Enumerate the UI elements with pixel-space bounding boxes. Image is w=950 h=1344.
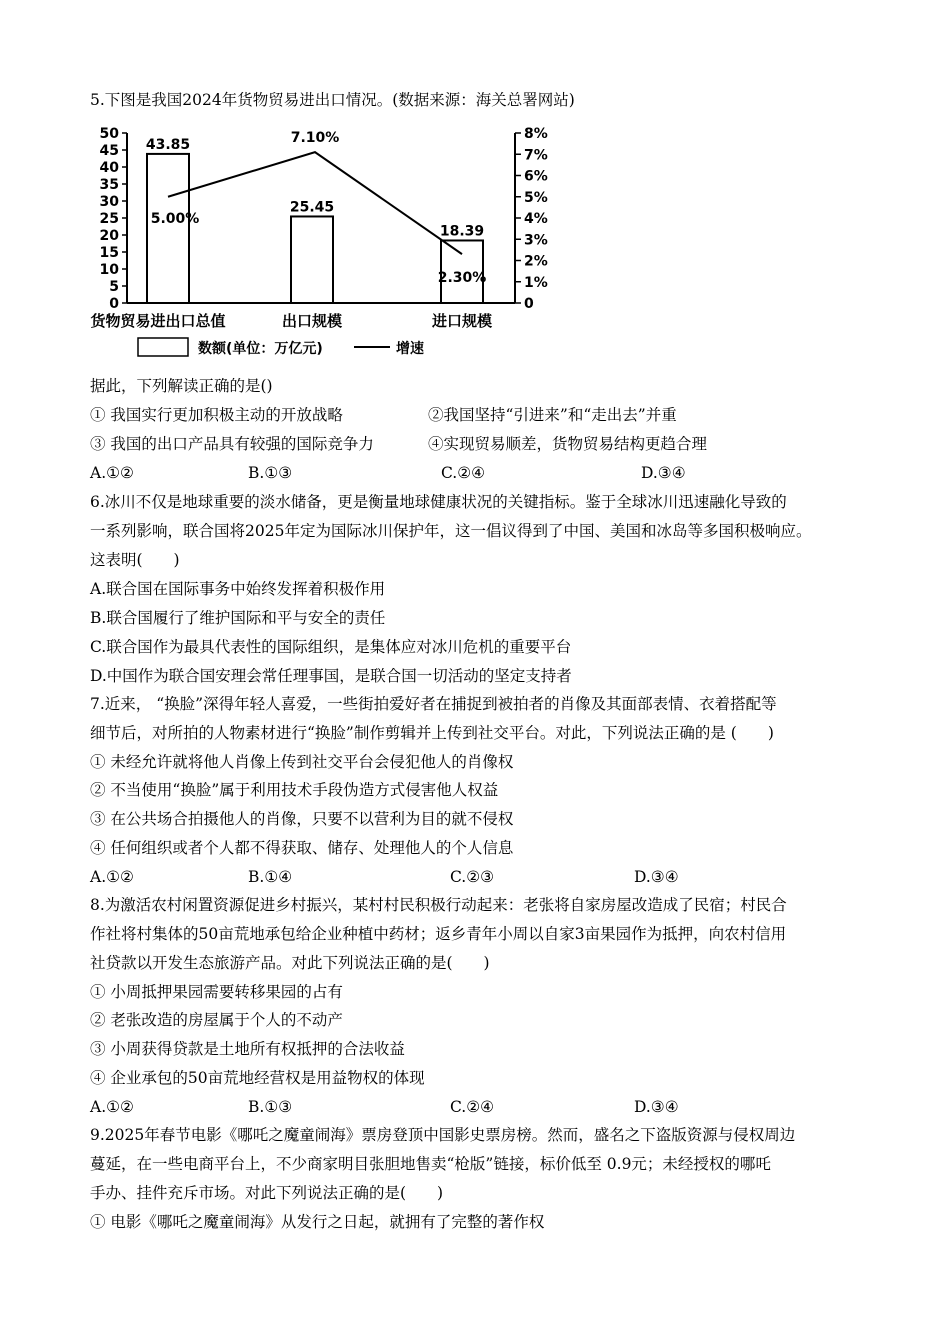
q5-item-1: ① 我国实行更加积极主动的开放战略 xyxy=(90,406,343,424)
y-right-tick-label: 6% xyxy=(524,168,548,185)
y-left-tick-label: 20 xyxy=(99,228,119,244)
q5-item-2: ②我国坚持“引进来”和“走出去”并重 xyxy=(428,406,677,424)
y-right-tick-label: 0 xyxy=(524,296,534,312)
y-right-tick-label: 2% xyxy=(524,253,548,270)
q8-choice-c: C.②④ xyxy=(450,1098,495,1116)
q9-line-1: 9.2025年春节电影《哪吒之魔童闹海》票房登顶中国影史票房榜。然而，盛名之下盗版资源与侵权周边 xyxy=(90,1126,796,1144)
bar xyxy=(147,154,189,303)
q8-line-1: 8.为激活农村闲置资源促进乡村振兴，某村村民积极行动起来：老张将自家房屋改造成了民宿；村民合 xyxy=(90,896,787,914)
legend-line-label: 增速 xyxy=(396,341,424,357)
legend-bar-label: 数额(单位：万亿元) xyxy=(198,341,323,357)
q8-line-2: 作社将村集体的50亩荒地承包给企业种植中药材；返乡青年小周以自家3亩果园作为抵押，向农村信用 xyxy=(90,925,787,943)
q5-choice-d: D.③④ xyxy=(641,464,686,482)
q8-item-3: ③ 小周获得贷款是土地所有权抵押的合法收益 xyxy=(90,1040,405,1058)
q7-item-2: ② 不当使用“换脸”属于利用技术手段伪造方式侵害他人权益 xyxy=(90,781,499,799)
q7-line-1: 7.近来， “换脸”深得年轻人喜爱，一些街拍爱好者在捕捉到被拍者的肖像及其面部表情、衣着搭配等 xyxy=(90,695,777,713)
q6-line-2: 一系列影响，联合国将2025年定为国际冰川保护年，这一倡议得到了中国、美国和冰岛等多国积极响应。 xyxy=(90,522,812,540)
bar-value-label: 25.45 xyxy=(289,199,335,216)
x-category-label: 货物贸易进出口总值 xyxy=(90,312,226,330)
bar xyxy=(291,216,333,303)
q6-option-b: B.联合国履行了维护国际和平与安全的责任 xyxy=(90,609,386,627)
growth-value-label: 5.00% xyxy=(150,210,200,227)
bar-value-label: 18.39 xyxy=(439,223,485,240)
y-left-tick-label: 10 xyxy=(99,262,119,278)
q8-choice-b: B.①③ xyxy=(248,1098,293,1116)
legend-bar-swatch xyxy=(138,338,188,356)
y-left-tick-label: 0 xyxy=(109,296,119,312)
q7-choice-b: B.①④ xyxy=(248,868,293,886)
q8-item-4: ④ 企业承包的50亩荒地经营权是用益物权的体现 xyxy=(90,1069,425,1087)
q6-option-d: D.中国作为联合国安理会常任理事国，是联合国一切活动的坚定支持者 xyxy=(90,667,572,685)
q5-item-3: ③ 我国的出口产品具有较强的国际竞争力 xyxy=(90,435,374,453)
q5-choice-c: C.②④ xyxy=(441,464,486,482)
y-right-tick-label: 4% xyxy=(524,211,548,227)
y-right-tick-label: 7% xyxy=(524,147,548,164)
q7-item-3: ③ 在公共场合拍摄他人的肖像，只要不以营利为目的就不侵权 xyxy=(90,810,514,828)
q8-line-3: 社贷款以开发生态旅游产品。对此下列说法正确的是( ) xyxy=(90,954,490,972)
x-category-label: 出口规模 xyxy=(281,312,343,330)
q8-choice-a: A.①② xyxy=(90,1098,134,1116)
q7-choice-a: A.①② xyxy=(90,868,134,886)
q5-prompt: 据此，下列解读正确的是() xyxy=(90,377,273,395)
y-right-tick-label: 1% xyxy=(524,274,548,291)
q6-option-a: A.联合国在国际事务中始终发挥着积极作用 xyxy=(90,580,386,598)
q5-item-4: ④实现贸易顺差，货物贸易结构更趋合理 xyxy=(428,435,708,453)
y-left-tick-label: 15 xyxy=(99,245,119,261)
q8-item-1: ① 小周抵押果园需要转移果园的占有 xyxy=(90,983,343,1001)
y-left-tick-label: 40 xyxy=(99,160,119,176)
y-left-tick-label: 50 xyxy=(99,126,119,142)
q6-line-3: 这表明( ) xyxy=(90,551,180,569)
q8-item-2: ② 老张改造的房屋属于个人的不动产 xyxy=(90,1011,343,1029)
y-left-tick-label: 30 xyxy=(99,194,119,210)
q5-choice-b: B.①③ xyxy=(248,464,293,482)
q6-line-1: 6.冰川不仅是地球重要的淡水储备，更是衡量地球健康状况的关键指标。鉴于全球冰川迅速融化导致的 xyxy=(90,493,787,511)
y-left-tick-label: 25 xyxy=(99,211,119,227)
q8-choice-d: D.③④ xyxy=(634,1098,679,1116)
q6-option-c: C.联合国作为最具代表性的国际组织，是集体应对冰川危机的重要平台 xyxy=(90,638,572,656)
y-right-tick-label: 8% xyxy=(524,126,548,142)
q5-choice-a: A.①② xyxy=(90,464,134,482)
q7-item-1: ① 未经允许就将他人肖像上传到社交平台会侵犯他人的肖像权 xyxy=(90,753,514,771)
y-left-tick-label: 35 xyxy=(99,177,119,193)
q9-line-2: 蔓延，在一些电商平台上，不少商家明目张胆地售卖“枪版”链接，标价低至 0.9元；未经授权的哪吒 xyxy=(90,1155,771,1173)
y-right-tick-label: 3% xyxy=(524,232,548,249)
y-left-tick-label: 5 xyxy=(109,279,119,295)
q9-line-3: 手办、挂件充斥市场。对此下列说法正确的是( ) xyxy=(90,1184,444,1202)
y-left-tick-label: 45 xyxy=(99,143,119,159)
x-category-label: 进口规模 xyxy=(431,312,493,330)
y-right-tick-label: 5% xyxy=(524,189,548,206)
chart-svg xyxy=(90,118,570,368)
q7-item-4: ④ 任何组织或者个人都不得获取、储存、处理他人的个人信息 xyxy=(90,839,514,857)
q7-line-2: 细节后，对所拍的人物素材进行“换脸”制作剪辑并上传到社交平台。对此，下列说法正确的是 ( ) xyxy=(90,724,774,742)
bar-value-label: 43.85 xyxy=(145,136,191,153)
q7-choice-d: D.③④ xyxy=(634,868,679,886)
growth-value-label: 2.30% xyxy=(437,270,487,287)
growth-value-label: 7.10% xyxy=(290,130,340,147)
q9-item-1: ① 电影《哪吒之魔童闹海》从发行之日起，就拥有了完整的著作权 xyxy=(90,1213,545,1231)
q5-stem: 5.下图是我国2024年货物贸易进出口情况。(数据来源：海关总署网站) xyxy=(90,91,575,109)
q7-choice-c: C.②③ xyxy=(450,868,495,886)
trade-chart xyxy=(90,118,570,368)
